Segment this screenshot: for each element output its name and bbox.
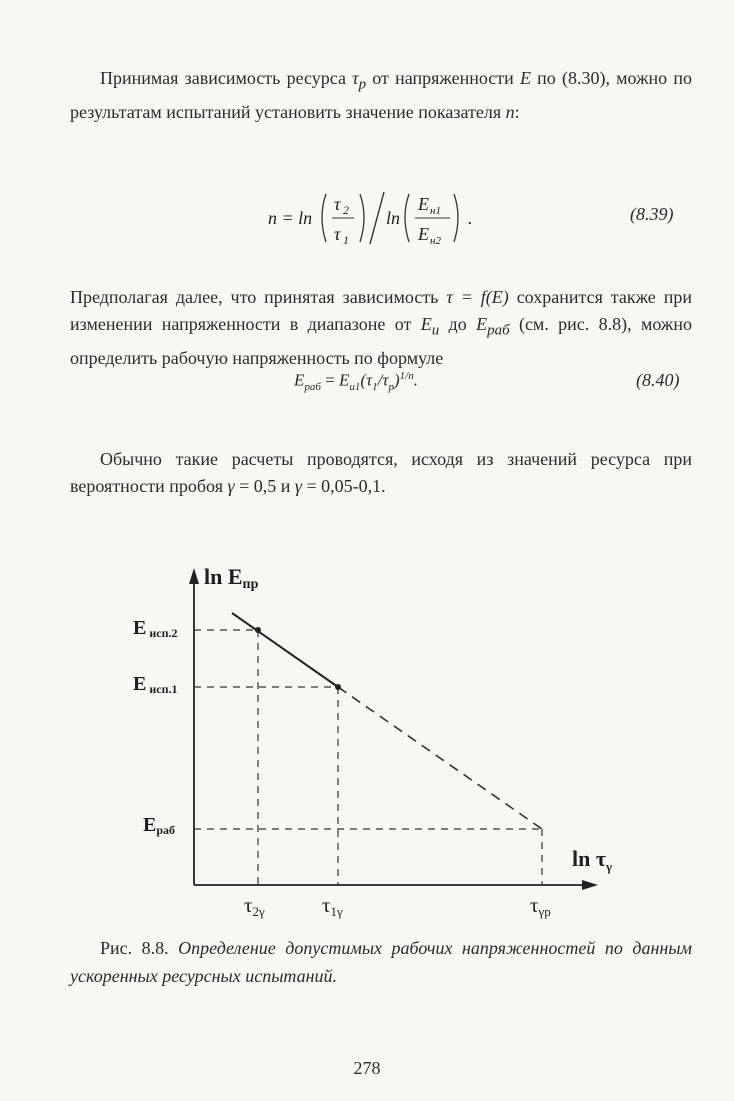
- paragraph-3: Обычно такие расчеты проводятся, исходя из значений ресурса при вероятности пробоя γ = 0,5 и γ = 0,05-0,1.: [70, 449, 692, 496]
- svg-text:ln: ln: [386, 208, 401, 228]
- svg-text:1: 1: [343, 233, 349, 247]
- caption-label: Рис. 8.8.: [100, 938, 179, 958]
- equation-number-8-39: (8.39): [630, 204, 674, 224]
- svg-text:н2: н2: [430, 235, 441, 247]
- svg-text:н1: н1: [430, 205, 441, 217]
- extrapolation-line: [338, 687, 542, 829]
- x-axis-label: $\ln \tau_\gamma$: [572, 846, 613, 874]
- y-axis-label: ln Eпр: [204, 564, 259, 592]
- point-isp1: [335, 684, 341, 690]
- tick-tau-p: τγp: [530, 893, 551, 919]
- tick-tau-1: τ1γ: [322, 893, 343, 919]
- svg-text:E: E: [418, 194, 429, 214]
- svg-text:τ: τ: [334, 194, 341, 214]
- equation-number-8-40: (8.40): [636, 370, 680, 390]
- n-symbol: n: [505, 101, 515, 122]
- page-number: 278: [353, 1058, 381, 1078]
- tau-symbol: τ: [352, 68, 359, 88]
- x-axis-arrow: [582, 880, 598, 890]
- svg-text:2: 2: [343, 203, 349, 217]
- svg-text:τ: τ: [334, 224, 341, 244]
- svg-text:n = ln: n = ln: [268, 208, 313, 228]
- caption-text: Определение допустимых рабочих напряженностей по данным ускоренных ресурсных испытаний.: [70, 938, 692, 986]
- svg-text:E: E: [418, 224, 429, 244]
- equation-8-39-graphic: [268, 182, 498, 252]
- formula-tau-f-e: τ = f(E): [446, 287, 509, 307]
- experimental-line: [232, 613, 338, 687]
- point-isp2: [255, 627, 261, 633]
- y-axis-arrow: [189, 568, 199, 584]
- figure-8-8: [0, 560, 734, 940]
- label-e-isp2: Eисп.2: [133, 617, 178, 640]
- paragraph-1: Принимая зависимость ресурса $\tau_p$ от напряженности E по (8.30), можно по результатам испытаний установить значение показателя n:: [70, 68, 692, 122]
- equation-8-39: [268, 182, 498, 252]
- svg-text:.: .: [468, 208, 473, 228]
- equation-8-40: $E_{раб} = E_{и1}(\tau_1/\tau_p)^{1/n}$.: [294, 370, 418, 394]
- label-e-rab: Eраб: [143, 814, 176, 837]
- tick-tau-2: τ2γ: [244, 893, 265, 919]
- label-e-isp1: Eисп.1: [133, 673, 178, 696]
- e-symbol: E: [519, 68, 531, 88]
- paragraph-2: Предполагая далее, что принятая зависимость τ = f(E) сохранится также при изменении напряженности в диапазоне от $E_и$ до $E_{раб}$ (см. рис. 8.8), можно определить рабочую напряженность по формуле: [70, 287, 692, 368]
- figure-caption: [70, 934, 692, 990]
